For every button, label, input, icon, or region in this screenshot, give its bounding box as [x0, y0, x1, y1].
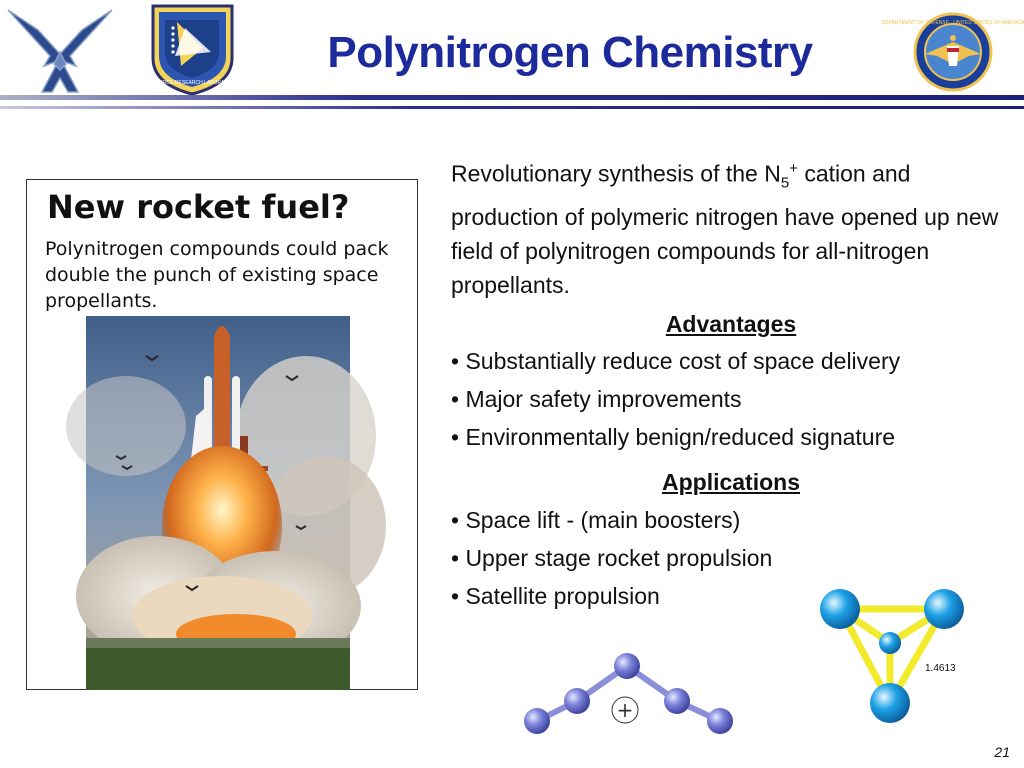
- applications-heading: Applications: [661, 469, 800, 495]
- tetrahedral-molecule: [812, 585, 972, 730]
- callout-body: Polynitrogen compounds could pack double the punch of existing space propellants.: [45, 238, 389, 312]
- air-force-symbol-logo: [4, 4, 116, 96]
- application-item: • Space lift - (main boosters): [451, 507, 741, 533]
- page-number: 21: [994, 744, 1010, 760]
- callout-heading: New rocket fuel?: [47, 188, 350, 226]
- intro-paragraph: Revolutionary synthesis of the $N_5^+$ cation and production of polymeric nitrogen have opened up new field of polynitrogen compounds for all-nitrogen propellants.: [451, 160, 999, 299]
- advantage-item: • Major safety improvements: [451, 386, 742, 412]
- shuttle-launch-photo: [86, 316, 350, 690]
- bond-length-label: 1.4613: [925, 663, 956, 674]
- header-rule-thin: [0, 106, 1024, 109]
- advantages-heading: Advantages: [665, 311, 797, 337]
- advantage-item: • Environmentally benign/reduced signature: [451, 424, 896, 450]
- advantage-item: • Substantially reduce cost of space delivery: [451, 348, 901, 374]
- dod-seal-logo: [881, 12, 1024, 92]
- application-item: • Satellite propulsion: [451, 583, 660, 609]
- afrl-seal-text: AIR FORCE RESEARCH LABORATORY: [146, 80, 238, 86]
- n5-cation-molecule: [515, 645, 745, 745]
- charge-symbol: +: [616, 698, 634, 722]
- afrl-shield-logo: [145, 0, 240, 96]
- application-item: • Upper stage rocket propulsion: [451, 545, 773, 571]
- page-title: Polynitrogen Chemistry: [327, 28, 813, 77]
- header-rule-thick: [0, 95, 1024, 100]
- svg-text:DEPARTMENT OF DEFENSE · UNITED: DEPARTMENT OF DEFENSE · UNITED STATES OF AMERICA: [881, 20, 1024, 26]
